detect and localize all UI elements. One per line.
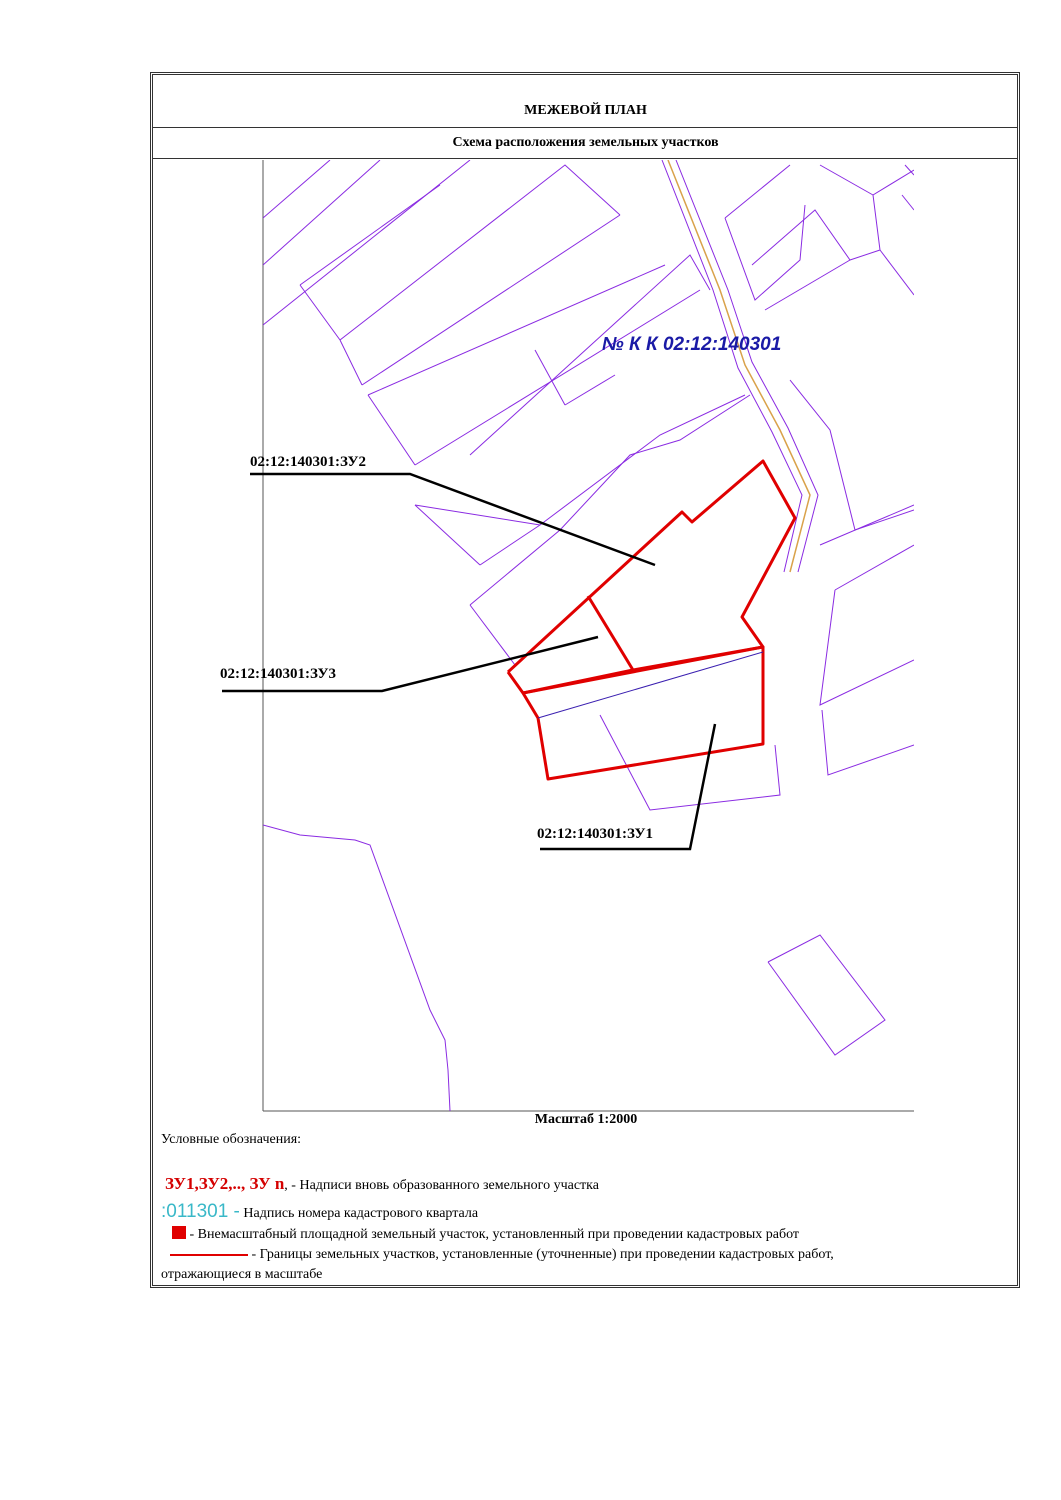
legend-item-plot-labels <box>165 1174 599 1194</box>
leader-zu3 <box>222 637 598 691</box>
legend-item-quarter-number <box>161 1201 478 1223</box>
legend-text-boundaries-cont: отражающиеся в масштабе <box>161 1267 323 1282</box>
plot-label-zu3: 02:12:140301:ЗУ3 <box>220 666 337 682</box>
cadastral-boundaries <box>263 160 914 1111</box>
legend-text-quarter-number: Надпись номера кадастрового квартала <box>243 1206 479 1221</box>
plot-zu2-boundary <box>508 461 795 672</box>
red-square-icon <box>172 1226 186 1239</box>
document-title: МЕЖЕВОЙ ПЛАН <box>153 74 1018 128</box>
legend-text-boundaries: - Границы земельных участков, установленные (уточненные) при проведении кадастровых работ, <box>251 1247 834 1262</box>
map-scale: Масштаб 1:2000 <box>534 1112 638 1127</box>
leader-zu2 <box>250 474 655 565</box>
document-subtitle: Схема расположения земельных участков <box>153 128 1018 159</box>
legend-text-unscaled-plot: - Внемасштабный площадной земельный участок, установленный при проведении кадастровых работ <box>189 1227 800 1242</box>
legend-item-boundaries <box>170 1247 834 1263</box>
legend-heading: Условные обозначения: <box>161 1132 302 1147</box>
legend-symbol-plot-labels: ЗУ1,ЗУ2,.., ЗУ n <box>165 1174 285 1193</box>
quarter-label: № К К 02:12:140301 <box>602 334 782 355</box>
new-plot-boundaries <box>508 461 795 779</box>
red-line-icon <box>170 1254 248 1256</box>
plot-label-zu1: 02:12:140301:ЗУ1 <box>537 826 654 842</box>
legend-symbol-quarter-number: :011301 - <box>161 1201 240 1222</box>
plot-zu3-boundary <box>508 670 633 693</box>
legend-text-plot-labels: , - Надписи вновь образованного земельного участка <box>284 1178 599 1193</box>
plot-label-zu2: 02:12:140301:ЗУ2 <box>250 454 367 470</box>
legend-item-unscaled-plot <box>172 1226 799 1243</box>
